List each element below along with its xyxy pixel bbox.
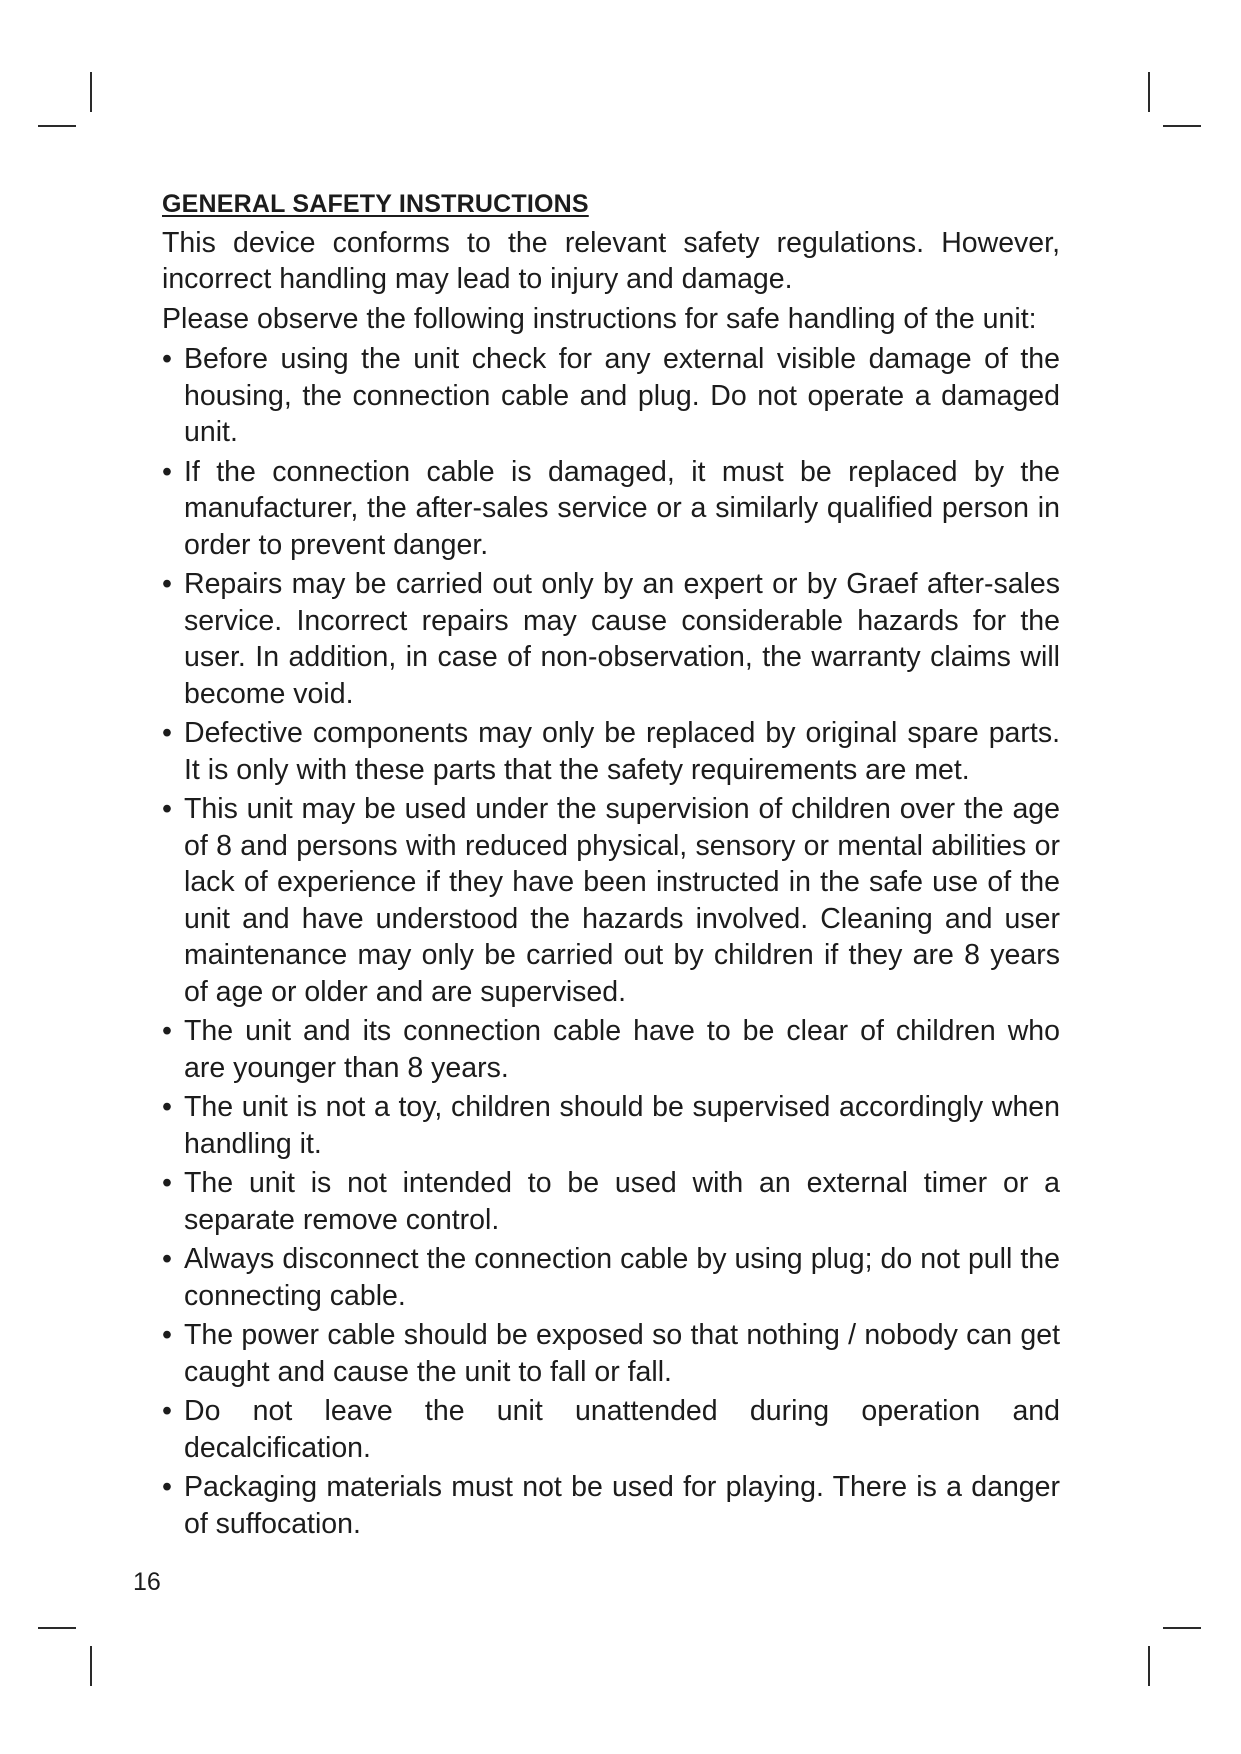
bullet-icon: • xyxy=(162,1319,172,1351)
intro-paragraph: This device conforms to the relevant safety regulations. However, incorrect handling may lead to injury and damage. xyxy=(162,227,1060,295)
list-item-text: The unit is not a toy, children should be supervised accordingly when handling it. xyxy=(184,1091,1060,1160)
list-item-text: Defective components may only be replaced by original spare parts. It is only with these parts that the safety requirements are met. xyxy=(184,717,1060,786)
list-item xyxy=(162,1165,1060,1238)
list-item-text: The power cable should be exposed so that nothing / nobody can get caught and cause the unit to fall or fall. xyxy=(184,1319,1060,1388)
bullet-icon: • xyxy=(162,1091,172,1123)
list-item-text: This unit may be used under the supervision of children over the age of 8 and persons with reduced physical, sensory or mental abilities or lack of experience if they have been instructed in the safe use of the unit and have understood the hazards involved. Cleaning and user maintenance may only be carried out by children if they are 8 years of age or older and are supervised. xyxy=(184,793,1060,1008)
list-item-text: The unit is not intended to be used with an external timer or a separate remove control. xyxy=(184,1167,1060,1236)
instructions-list xyxy=(162,341,1060,1542)
bullet-icon: • xyxy=(162,343,172,375)
list-item xyxy=(162,1469,1060,1542)
bullet-icon: • xyxy=(162,455,172,488)
list-item xyxy=(162,1013,1060,1086)
list-item xyxy=(162,715,1060,788)
page-number: 16 xyxy=(133,1568,161,1596)
crop-mark-bottom-right-horizontal xyxy=(1163,1627,1201,1629)
bullet-icon: • xyxy=(162,1015,172,1047)
list-item-text: Repairs may be carried out only by an expert or by Graef after-sales service. Incorrect repairs may cause considerable hazards for the user. In addition, in case of non-observation, the warranty claims will become void. xyxy=(184,568,1060,710)
bullet-icon: • xyxy=(162,568,172,600)
list-item-text: The unit and its connection cable have to be clear of children who are younger than 8 years. xyxy=(184,1015,1060,1084)
list-item-text: Packaging materials must not be used for playing. There is a danger of suffocation. xyxy=(184,1471,1060,1540)
crop-mark-bottom-left-vertical xyxy=(90,1646,92,1686)
safety-instructions-section xyxy=(162,190,1060,1545)
bullet-icon: • xyxy=(162,1167,172,1199)
lead-paragraph: Please observe the following instructions for safe handling of the unit: xyxy=(162,303,1037,335)
list-item-text: Before using the unit check for any external visible damage of the housing, the connection cable and plug. Do not operate a damaged unit. xyxy=(184,343,1060,448)
list-item-text: If the connection cable is damaged, it must be replaced by the manufacturer, the after-sales service or a similarly qualified person in order to prevent danger. xyxy=(184,455,1060,561)
bullet-icon: • xyxy=(162,1243,172,1275)
crop-mark-top-left-vertical xyxy=(90,72,92,112)
list-item xyxy=(162,566,1060,712)
list-item xyxy=(162,1393,1060,1466)
list-item xyxy=(162,791,1060,1010)
crop-mark-bottom-right-vertical xyxy=(1148,1646,1150,1686)
list-item xyxy=(162,1089,1060,1162)
list-item xyxy=(162,1317,1060,1390)
bullet-icon: • xyxy=(162,1471,172,1503)
crop-mark-top-left-horizontal xyxy=(38,125,76,127)
bullet-icon: • xyxy=(162,793,172,825)
list-item xyxy=(162,341,1060,451)
list-item-text: Always disconnect the connection cable by using plug; do not pull the connecting cable. xyxy=(184,1243,1060,1312)
crop-mark-bottom-left-horizontal xyxy=(38,1627,76,1629)
crop-mark-top-right-vertical xyxy=(1148,72,1150,112)
list-item xyxy=(162,1241,1060,1314)
crop-mark-top-right-horizontal xyxy=(1163,125,1201,127)
list-item xyxy=(162,454,1060,564)
list-item-text: Do not leave the unit unattended during operation and decalcification. xyxy=(184,1395,1060,1464)
bullet-icon: • xyxy=(162,1395,172,1427)
bullet-icon: • xyxy=(162,717,172,749)
section-heading: GENERAL SAFETY INSTRUCTIONS xyxy=(162,190,589,218)
